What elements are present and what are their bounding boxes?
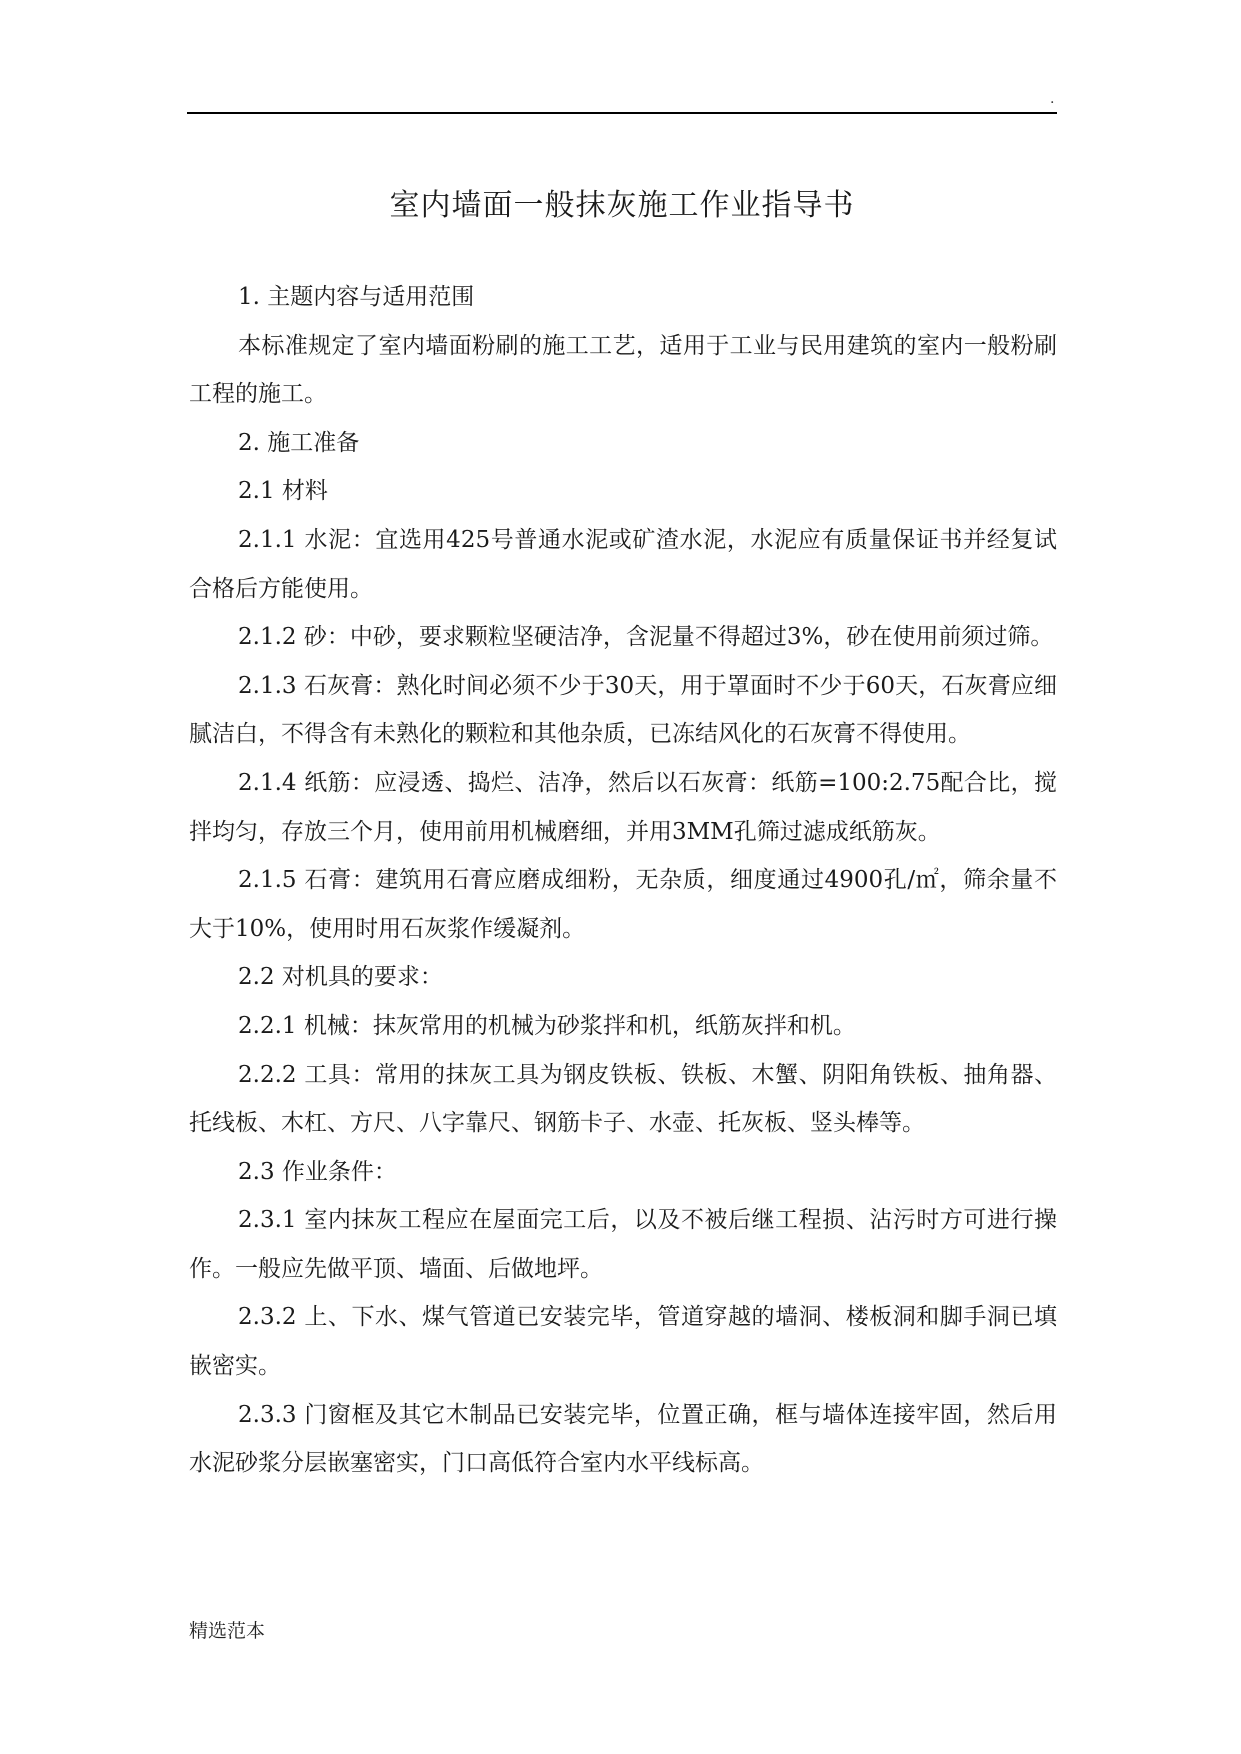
paragraph-scope: 本标准规定了室内墙面粉刷的施工工艺，适用于工业与民用建筑的室内一般粉刷工程的施工。 bbox=[189, 332, 1057, 408]
footer-label: 精选范本 bbox=[189, 1620, 266, 1642]
subsection-heading-2-1: 2.1 材料 bbox=[238, 478, 328, 505]
paragraph-2-3-3: 2.3.3 门窗框及其它木制品已安装完毕，位置正确，框与墙体连接牢固，然后用水泥砂浆分层嵌塞密实，门口高低符合室内水平线标高。 bbox=[189, 1401, 1057, 1477]
paragraph-2-3-1: 2.3.1 室内抹灰工程应在屋面完工后，以及不被后继工程损、沾污时方可进行操作。一般应先做平顶、墙面、后做地坪。 bbox=[189, 1207, 1057, 1282]
section-heading-1: 1. 主题内容与适用范围 bbox=[238, 284, 475, 310]
paragraph-2-1-1: 2.1.1 水泥：宜选用425号普通水泥或矿渣水泥，水泥应有质量保证书并经复试合格后方能使用。 bbox=[189, 526, 1057, 602]
header-mark: . bbox=[1050, 91, 1055, 107]
subsection-heading-2-2: 2.2 对机具的要求： bbox=[238, 964, 443, 991]
paragraph-2-2-2: 2.2.2 工具：常用的抹灰工具为钢皮铁板、铁板、木蟹、阴阳角铁板、抽角器、托线板、木杠、方尺、八字靠尺、钢筋卡子、水壶、托灰板、竖头棒等。 bbox=[189, 1061, 1057, 1137]
paragraph-2-1-2: 2.1.2 砂：中砂，要求颗粒坚硬洁净，含泥量不得超过3%，砂在使用前须过筛。 bbox=[238, 624, 1054, 651]
paragraph-2-1-5: 2.1.5 石膏：建筑用石膏应磨成细粉，无杂质，细度通过4900孔/㎡，筛余量不大于10%，使用时用石灰浆作缓凝剂。 bbox=[189, 867, 1057, 942]
paragraph-2-3-2: 2.3.2 上、下水、煤气管道已安装完毕，管道穿越的墙洞、楼板洞和脚手洞已填嵌密实。 bbox=[189, 1304, 1057, 1380]
document-title: 室内墙面一般抹灰施工作业指导书 bbox=[389, 188, 855, 223]
document-body bbox=[189, 273, 1057, 1488]
paragraph-2-2-1: 2.2.1 机械：抹灰常用的机械为砂浆拌和机，纸筋灰拌和机。 bbox=[238, 1012, 856, 1039]
section-heading-2: 2. 施工准备 bbox=[238, 429, 360, 456]
header-rule bbox=[187, 112, 1057, 114]
subsection-heading-2-3: 2.3 作业条件： bbox=[238, 1158, 397, 1185]
paragraph-2-1-4: 2.1.4 纸筋：应浸透、捣烂、洁净，然后以石灰膏：纸筋=100:2.75配合比，搅拌均匀，存放三个月，使用前用机械磨细，并用3MM孔筛过滤成纸筋灰。 bbox=[189, 769, 1057, 845]
paragraph-2-1-3: 2.1.3 石灰膏：熟化时间必须不少于30天，用于罩面时不少于60天，石灰膏应细腻洁白，不得含有未熟化的颗粒和其他杂质，已冻结风化的石灰膏不得使用。 bbox=[189, 672, 1057, 748]
